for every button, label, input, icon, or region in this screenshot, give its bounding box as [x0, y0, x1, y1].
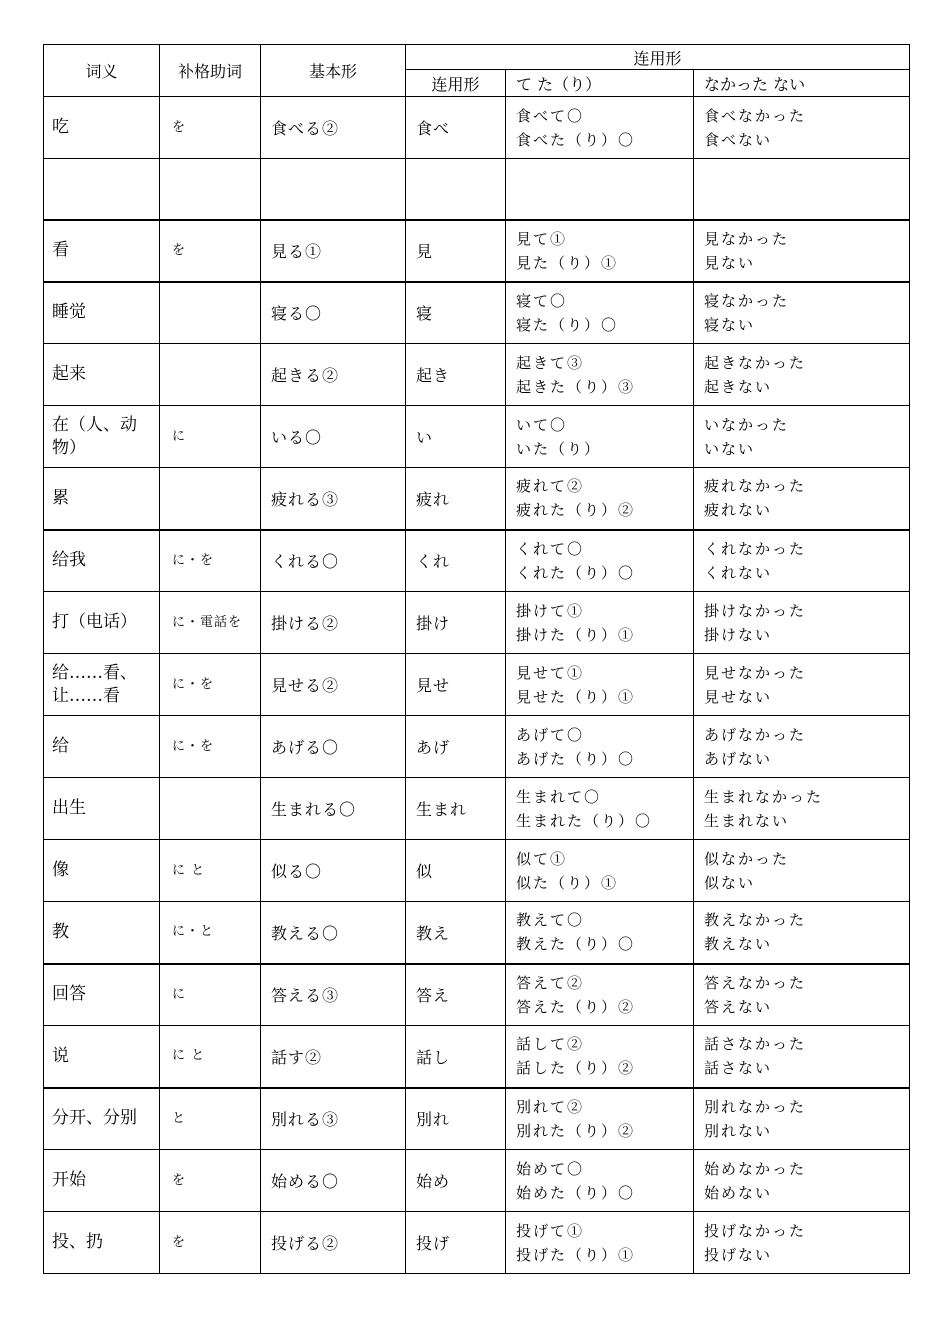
table-row: [44, 840, 910, 902]
renyou-text: 寝: [416, 304, 434, 324]
negative-cell: [694, 902, 910, 964]
renyou-cell: [406, 716, 506, 778]
particle-text: に・電話を: [172, 614, 243, 630]
negative-cell: [694, 840, 910, 902]
renyou-cell: [406, 1150, 506, 1212]
base-form-cell: [261, 964, 406, 1026]
ta-form-text: 始めた（り）〇: [516, 1183, 636, 1202]
base-form-text: 掛ける②: [271, 614, 340, 633]
meaning-cell: [44, 406, 160, 468]
particle-cell: [160, 840, 261, 902]
base-form-text: 見る①: [271, 242, 323, 261]
ta-form-text: 生まれた（り）〇: [516, 811, 653, 830]
base-form-text: くれる〇: [271, 552, 340, 572]
header-meaning: 词义: [44, 45, 160, 97]
negative-cell: [694, 406, 910, 468]
nai-form-text: あげない: [704, 749, 773, 768]
meaning-cell: [44, 902, 160, 964]
te-ta-cell: [506, 220, 694, 282]
meaning-text: 出生: [52, 798, 86, 818]
renyou-text: 見: [416, 242, 434, 261]
ta-form-text: 投げた（り）①: [516, 1245, 636, 1264]
meaning-text: 开始: [52, 1170, 86, 1190]
particle-cell: [160, 1088, 261, 1150]
particle-text: に・を: [172, 552, 215, 568]
te-ta-cell: [506, 592, 694, 654]
particle-text: に と: [172, 862, 206, 878]
te-form-text: 答えて②: [516, 973, 585, 992]
nakatta-form-text: 掛けなかった: [704, 601, 807, 620]
nai-form-text: 投げない: [704, 1245, 773, 1264]
base-form-cell: [261, 654, 406, 716]
particle-cell: [160, 716, 261, 778]
table-row: [44, 1150, 910, 1212]
table-row: [44, 344, 910, 406]
renyou-cell: [406, 1088, 506, 1150]
base-form-text: 始める〇: [271, 1172, 340, 1191]
te-form-text: 投げて①: [516, 1221, 585, 1240]
meaning-cell: [44, 344, 160, 406]
ta-form-text: 見せた（り）①: [516, 687, 636, 706]
nai-form-text: 起きない: [704, 377, 773, 396]
particle-cell: [160, 97, 261, 159]
base-form-cell: [261, 1150, 406, 1212]
te-form-text: 似て①: [516, 849, 568, 868]
renyou-cell: [406, 964, 506, 1026]
te-ta-cell: [506, 840, 694, 902]
nai-form-text: いない: [704, 439, 756, 458]
meaning-text: 累: [52, 487, 69, 508]
te-form-text: あげて〇: [516, 725, 585, 744]
negative-cell: [694, 220, 910, 282]
base-form-cell: [261, 592, 406, 654]
nai-form-text: 答えない: [704, 997, 773, 1016]
negative-cell: [694, 654, 910, 716]
particle-cell: [160, 159, 261, 220]
negative-cell: [694, 530, 910, 592]
renyou-cell: [406, 592, 506, 654]
te-ta-cell: [506, 964, 694, 1026]
te-form-text: 始めて〇: [516, 1159, 585, 1178]
renyou-text: 生まれ: [416, 800, 468, 819]
meaning-cell: [44, 716, 160, 778]
table-row: [44, 282, 910, 344]
te-form-text: 疲れて②: [516, 477, 585, 496]
renyou-cell: [406, 468, 506, 530]
renyou-text: 疲れ: [416, 489, 451, 509]
nai-form-text: 見ない: [704, 253, 756, 272]
table-row: [44, 964, 910, 1026]
meaning-text: 给我: [52, 550, 86, 571]
renyou-cell: [406, 1026, 506, 1088]
renyou-text: 教え: [416, 923, 451, 943]
base-form-text: 別れる③: [271, 1110, 340, 1130]
te-form-text: 話して②: [516, 1035, 585, 1054]
te-form-text: 生まれて〇: [516, 787, 602, 806]
base-form-cell: [261, 530, 406, 592]
table-row: [44, 716, 910, 778]
te-ta-cell: [506, 1212, 694, 1274]
renyou-text: 掛け: [416, 614, 451, 633]
renyou-cell: [406, 778, 506, 840]
te-ta-cell: [506, 344, 694, 406]
particle-text: を: [172, 1234, 187, 1250]
negative-cell: [694, 1212, 910, 1274]
renyou-cell: [406, 220, 506, 282]
header-particle: 补格助词: [160, 45, 261, 97]
header-renyou: 连用形: [406, 70, 506, 97]
nai-form-text: 疲れない: [704, 501, 773, 520]
meaning-text: 投、扔: [52, 1232, 103, 1252]
te-form-text: 別れて②: [516, 1097, 585, 1116]
meaning-text: 起来: [52, 364, 86, 384]
particle-cell: [160, 1212, 261, 1274]
base-form-text: 教える〇: [271, 923, 340, 943]
te-ta-cell: [506, 1088, 694, 1150]
negative-cell: [694, 1026, 910, 1088]
base-form-text: 生まれる〇: [271, 800, 357, 819]
meaning-cell: [44, 592, 160, 654]
table-row: [44, 1026, 910, 1088]
nakatta-form-text: 似なかった: [704, 849, 790, 868]
base-form-text: 話す②: [271, 1047, 323, 1067]
negative-cell: [694, 1150, 910, 1212]
base-form-text: 疲れる③: [271, 489, 340, 509]
te-form-text: 起きて③: [516, 353, 585, 372]
meaning-cell: [44, 97, 160, 159]
renyou-text: 投げ: [416, 1234, 451, 1253]
negative-cell: [694, 716, 910, 778]
base-form-text: 起きる②: [271, 366, 340, 385]
nakatta-form-text: くれなかった: [704, 539, 807, 558]
te-form-text: くれて〇: [516, 539, 585, 558]
nai-form-text: 別れない: [704, 1121, 773, 1140]
te-form-text: 食べて〇: [516, 106, 585, 125]
meaning-cell: [44, 1026, 160, 1088]
particle-cell: [160, 654, 261, 716]
ta-form-text: 食べた（り）〇: [516, 130, 636, 149]
base-form-cell: [261, 406, 406, 468]
header-renyou-group: 连用形: [406, 45, 910, 70]
meaning-cell: [44, 282, 160, 344]
table-row: [44, 778, 910, 840]
table-row: [44, 468, 910, 530]
te-ta-cell: [506, 159, 694, 220]
te-ta-cell: [506, 1026, 694, 1088]
meaning-text: 在（人、动物）: [52, 414, 137, 458]
base-form-cell: [261, 220, 406, 282]
meaning-cell: [44, 220, 160, 282]
particle-cell: [160, 902, 261, 964]
nakatta-form-text: 見せなかった: [704, 663, 807, 682]
base-form-cell: [261, 1026, 406, 1088]
renyou-text: くれ: [416, 552, 451, 572]
nai-form-text: 話さない: [704, 1059, 773, 1078]
particle-cell: [160, 530, 261, 592]
te-ta-cell: [506, 902, 694, 964]
negative-cell: [694, 1088, 910, 1150]
te-ta-cell: [506, 468, 694, 530]
ta-form-text: 起きた（り）③: [516, 377, 636, 396]
nai-form-text: 寝ない: [704, 315, 756, 334]
renyou-text: 答え: [416, 986, 451, 1006]
renyou-cell: [406, 282, 506, 344]
base-form-cell: [261, 1212, 406, 1274]
renyou-cell: [406, 840, 506, 902]
particle-text: を: [172, 119, 187, 135]
renyou-text: 見せ: [416, 676, 451, 695]
meaning-cell: [44, 778, 160, 840]
nai-form-text: 似ない: [704, 873, 756, 892]
te-ta-cell: [506, 654, 694, 716]
negative-cell: [694, 97, 910, 159]
ta-form-text: 答えた（り）②: [516, 997, 636, 1016]
negative-cell: [694, 964, 910, 1026]
meaning-cell: [44, 654, 160, 716]
particle-text: に: [172, 986, 187, 1002]
particle-text: に: [172, 428, 187, 444]
particle-cell: [160, 592, 261, 654]
particle-cell: [160, 1150, 261, 1212]
nakatta-form-text: 生まれなかった: [704, 787, 824, 806]
meaning-cell: [44, 1088, 160, 1150]
table-row: [44, 530, 910, 592]
base-form-text: 答える③: [271, 986, 340, 1006]
renyou-text: い: [416, 428, 434, 447]
te-form-text: 教えて〇: [516, 911, 585, 930]
negative-cell: [694, 344, 910, 406]
nakatta-form-text: 教えなかった: [704, 911, 807, 930]
base-form-cell: [261, 902, 406, 964]
particle-cell: [160, 220, 261, 282]
ta-form-text: 似た（り）①: [516, 873, 619, 892]
renyou-text: 似: [416, 862, 434, 881]
particle-text: に・を: [172, 738, 215, 754]
nakatta-form-text: 疲れなかった: [704, 477, 807, 496]
nakatta-form-text: あげなかった: [704, 725, 807, 744]
header-base-form: 基本形: [261, 45, 406, 97]
table-row: [44, 97, 910, 159]
nakatta-form-text: 始めなかった: [704, 1159, 807, 1178]
renyou-cell: [406, 406, 506, 468]
renyou-text: 食べ: [416, 119, 451, 138]
nai-form-text: 掛けない: [704, 625, 773, 644]
header-te-ta: て た（り）: [506, 70, 694, 97]
base-form-text: いる〇: [271, 428, 323, 447]
base-form-cell: [261, 1088, 406, 1150]
base-form-text: 食べる②: [271, 119, 340, 138]
te-form-text: 見せて①: [516, 663, 585, 682]
meaning-cell: [44, 1212, 160, 1274]
renyou-cell: [406, 97, 506, 159]
particle-text: に・を: [172, 676, 215, 692]
table-row: [44, 159, 910, 220]
renyou-cell: [406, 159, 506, 220]
base-form-text: あげる〇: [271, 738, 340, 757]
particle-cell: [160, 778, 261, 840]
nakatta-form-text: 見なかった: [704, 229, 790, 248]
meaning-text: 教: [52, 921, 69, 942]
renyou-cell: [406, 1212, 506, 1274]
nakatta-form-text: いなかった: [704, 415, 790, 434]
nakatta-form-text: 答えなかった: [704, 973, 807, 992]
verb-conjugation-table: [43, 44, 910, 1274]
te-form-text: 見て①: [516, 229, 568, 248]
table-row: [44, 902, 910, 964]
renyou-text: 始め: [416, 1172, 451, 1191]
particle-text: を: [172, 1172, 187, 1188]
te-form-text: いて〇: [516, 415, 568, 434]
negative-cell: [694, 592, 910, 654]
te-form-text: 掛けて①: [516, 601, 585, 620]
renyou-text: 別れ: [416, 1110, 451, 1130]
table-body: [44, 97, 910, 1274]
negative-cell: [694, 468, 910, 530]
particle-text: に・と: [172, 924, 215, 940]
particle-cell: [160, 468, 261, 530]
renyou-text: 起き: [416, 366, 451, 385]
meaning-cell: [44, 840, 160, 902]
te-ta-cell: [506, 1150, 694, 1212]
te-ta-cell: [506, 778, 694, 840]
meaning-text: 回答: [52, 984, 86, 1005]
meaning-text: 打（电话）: [52, 612, 137, 632]
nai-form-text: 食べない: [704, 130, 773, 149]
meaning-cell: [44, 468, 160, 530]
meaning-text: 说: [52, 1045, 69, 1066]
nai-form-text: 見せない: [704, 687, 773, 706]
ta-form-text: 寝た（り）〇: [516, 315, 619, 334]
negative-cell: [694, 778, 910, 840]
te-ta-cell: [506, 716, 694, 778]
te-ta-cell: [506, 97, 694, 159]
particle-text: を: [172, 242, 187, 258]
particle-text: と: [172, 1110, 187, 1126]
base-form-cell: [261, 778, 406, 840]
meaning-text: 看: [52, 240, 69, 260]
te-ta-cell: [506, 406, 694, 468]
table-row: [44, 220, 910, 282]
nai-form-text: 生まれない: [704, 811, 790, 830]
nakatta-form-text: 起きなかった: [704, 353, 807, 372]
renyou-text: あげ: [416, 738, 451, 757]
meaning-text: 像: [52, 860, 69, 880]
te-ta-cell: [506, 530, 694, 592]
ta-form-text: 教えた（り）〇: [516, 935, 636, 954]
nai-form-text: 教えない: [704, 935, 773, 954]
ta-form-text: いた（り）: [516, 439, 602, 458]
particle-cell: [160, 406, 261, 468]
te-ta-cell: [506, 282, 694, 344]
particle-cell: [160, 282, 261, 344]
particle-cell: [160, 1026, 261, 1088]
renyou-text: 話し: [416, 1047, 451, 1067]
particle-text: に と: [172, 1048, 206, 1064]
meaning-text: 分开、分别: [52, 1108, 137, 1129]
ta-form-text: くれた（り）〇: [516, 563, 636, 582]
ta-form-text: あげた（り）〇: [516, 749, 636, 768]
meaning-cell: [44, 159, 160, 220]
renyou-cell: [406, 530, 506, 592]
te-form-text: 寝て〇: [516, 291, 568, 310]
table-row: [44, 592, 910, 654]
table-row: [44, 654, 910, 716]
ta-form-text: 別れた（り）②: [516, 1121, 636, 1140]
ta-form-text: 話した（り）②: [516, 1059, 636, 1078]
renyou-cell: [406, 344, 506, 406]
base-form-text: 似る〇: [271, 862, 323, 881]
table-row: [44, 406, 910, 468]
meaning-cell: [44, 530, 160, 592]
renyou-cell: [406, 654, 506, 716]
particle-cell: [160, 344, 261, 406]
meaning-text: 吃: [52, 117, 69, 137]
meaning-cell: [44, 1150, 160, 1212]
nakatta-form-text: 食べなかった: [704, 106, 807, 125]
negative-cell: [694, 282, 910, 344]
base-form-cell: [261, 282, 406, 344]
meaning-text: 给……看、让……看: [52, 662, 137, 706]
base-form-cell: [261, 159, 406, 220]
nakatta-form-text: 話さなかった: [704, 1035, 807, 1054]
renyou-cell: [406, 902, 506, 964]
meaning-cell: [44, 964, 160, 1026]
nakatta-form-text: 別れなかった: [704, 1097, 807, 1116]
meaning-text: 睡觉: [52, 302, 86, 323]
base-form-cell: [261, 716, 406, 778]
nakatta-form-text: 投げなかった: [704, 1221, 807, 1240]
particle-cell: [160, 964, 261, 1026]
ta-form-text: 見た（り）①: [516, 253, 619, 272]
meaning-text: 给: [52, 736, 69, 756]
base-form-cell: [261, 468, 406, 530]
header-nakatta-nai: なかった ない: [694, 70, 910, 97]
nai-form-text: くれない: [704, 563, 773, 582]
ta-form-text: 疲れた（り）②: [516, 501, 636, 520]
base-form-cell: [261, 840, 406, 902]
nai-form-text: 始めない: [704, 1183, 773, 1202]
table-row: [44, 1088, 910, 1150]
nakatta-form-text: 寝なかった: [704, 291, 790, 310]
base-form-text: 見せる②: [271, 676, 340, 695]
base-form-cell: [261, 97, 406, 159]
table-row: [44, 1212, 910, 1274]
base-form-text: 寝る〇: [271, 304, 323, 324]
ta-form-text: 掛けた（り）①: [516, 625, 636, 644]
base-form-text: 投げる②: [271, 1234, 340, 1253]
negative-cell: [694, 159, 910, 220]
base-form-cell: [261, 344, 406, 406]
